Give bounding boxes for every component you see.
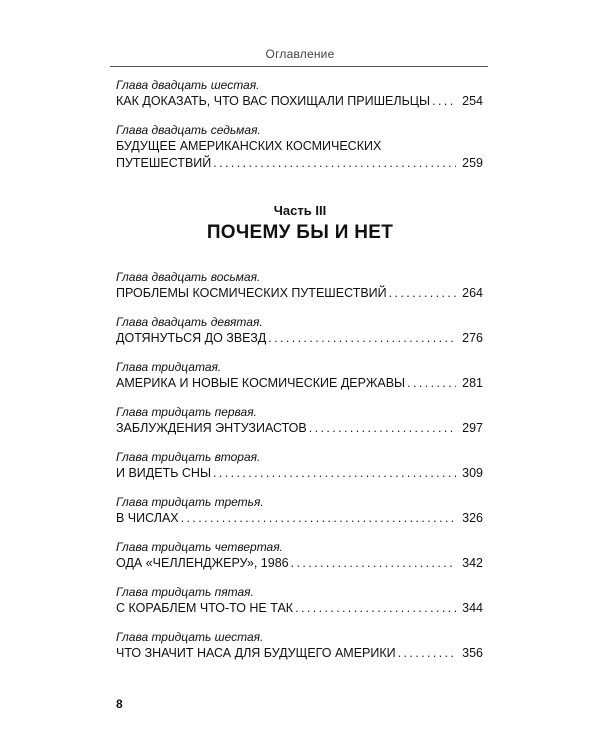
part-number: Часть III: [273, 203, 327, 218]
dot-leader: [407, 375, 456, 392]
page-number: 264: [462, 286, 483, 300]
toc-part-three: [116, 270, 483, 675]
chapter-title: КАК ДОКАЗАТЬ, ЧТО ВАС ПОХИЩАЛИ ПРИШЕЛЬЦЫ: [116, 94, 431, 108]
chapter-label: Глава двадцать восьмая.: [116, 270, 261, 284]
page-number: 309: [462, 466, 483, 480]
chapter-label: Глава двадцать седьмая.: [116, 123, 261, 137]
dot-leader: [268, 330, 456, 347]
toc-entry[interactable]: [116, 630, 483, 662]
chapter-label: Глава двадцать девятая.: [116, 315, 263, 329]
chapter-title: ДОТЯНУТЬСЯ ДО ЗВЕЗД: [116, 331, 267, 345]
toc-entry[interactable]: [116, 270, 483, 302]
page-number: 326: [462, 511, 483, 525]
toc-entry[interactable]: [116, 405, 483, 437]
chapter-label: Глава тридцать четвертая.: [116, 540, 283, 554]
chapter-title: С КОРАБЛЕМ ЧТО-ТО НЕ ТАК: [116, 601, 294, 615]
header-rule: [110, 66, 488, 67]
chapter-title: ЧТО ЗНАЧИТ НАСА ДЛЯ БУДУЩЕГО АМЕРИКИ: [116, 646, 396, 660]
chapter-label: Глава тридцать пятая.: [116, 585, 254, 599]
dot-leader: [291, 555, 456, 572]
toc-entry[interactable]: [116, 585, 483, 617]
chapter-title-continued: ПУТЕШЕСТВИЙ: [116, 156, 212, 170]
page-number: 342: [462, 556, 483, 570]
toc-entry[interactable]: [116, 450, 483, 482]
dot-leader: [213, 155, 456, 172]
dot-leader: [213, 465, 456, 482]
toc-entry[interactable]: [116, 540, 483, 572]
chapter-title: АМЕРИКА И НОВЫЕ КОСМИЧЕСКИЕ ДЕРЖАВЫ: [116, 376, 406, 390]
chapter-title: ЗАБЛУЖДЕНИЯ ЭНТУЗИАСТОВ: [116, 421, 307, 435]
dot-leader: [295, 600, 456, 617]
chapter-title: В ЧИСЛАХ: [116, 511, 179, 525]
chapter-title: БУДУЩЕЕ АМЕРИКАНСКИХ КОСМИЧЕСКИХ: [116, 139, 382, 153]
chapter-label: Глава тридцать вторая.: [116, 450, 261, 464]
chapter-title: ОДА «ЧЕЛЛЕНДЖЕРУ», 1986: [116, 556, 289, 570]
page-number: 276: [462, 331, 483, 345]
chapter-label: Глава двадцать шестая.: [116, 78, 260, 92]
dot-leader: [181, 510, 456, 527]
page-number: 356: [462, 646, 483, 660]
chapter-label: Глава тридцать первая.: [116, 405, 257, 419]
chapter-label: Глава тридцать третья.: [116, 495, 264, 509]
chapter-title: ПРОБЛЕМЫ КОСМИЧЕСКИХ ПУТЕШЕСТВИЙ: [116, 286, 387, 300]
page-number: 344: [462, 601, 483, 615]
toc-entry[interactable]: [116, 495, 483, 527]
toc-entry[interactable]: [116, 78, 483, 110]
toc-top-section: [116, 78, 483, 185]
part-title: ПОЧЕМУ БЫ И НЕТ: [206, 222, 394, 243]
dot-leader: [309, 420, 456, 437]
page-number: 297: [462, 421, 483, 435]
page-number: 254: [462, 94, 483, 108]
dot-leader: [432, 93, 456, 110]
chapter-label: Глава тридцать шестая.: [116, 630, 264, 644]
page-number: 259: [462, 156, 483, 170]
dot-leader: [398, 645, 456, 662]
toc-entry[interactable]: [116, 315, 483, 347]
part-heading: [0, 203, 600, 244]
folio-page-number: 8: [116, 697, 123, 711]
page-number: 281: [462, 376, 483, 390]
chapter-label: Глава тридцатая.: [116, 360, 222, 374]
toc-entry[interactable]: [116, 360, 483, 392]
dot-leader: [389, 285, 456, 302]
toc-entry[interactable]: [116, 123, 483, 172]
running-head: Оглавление: [265, 47, 335, 61]
chapter-title: И ВИДЕТЬ СНЫ: [116, 466, 212, 480]
